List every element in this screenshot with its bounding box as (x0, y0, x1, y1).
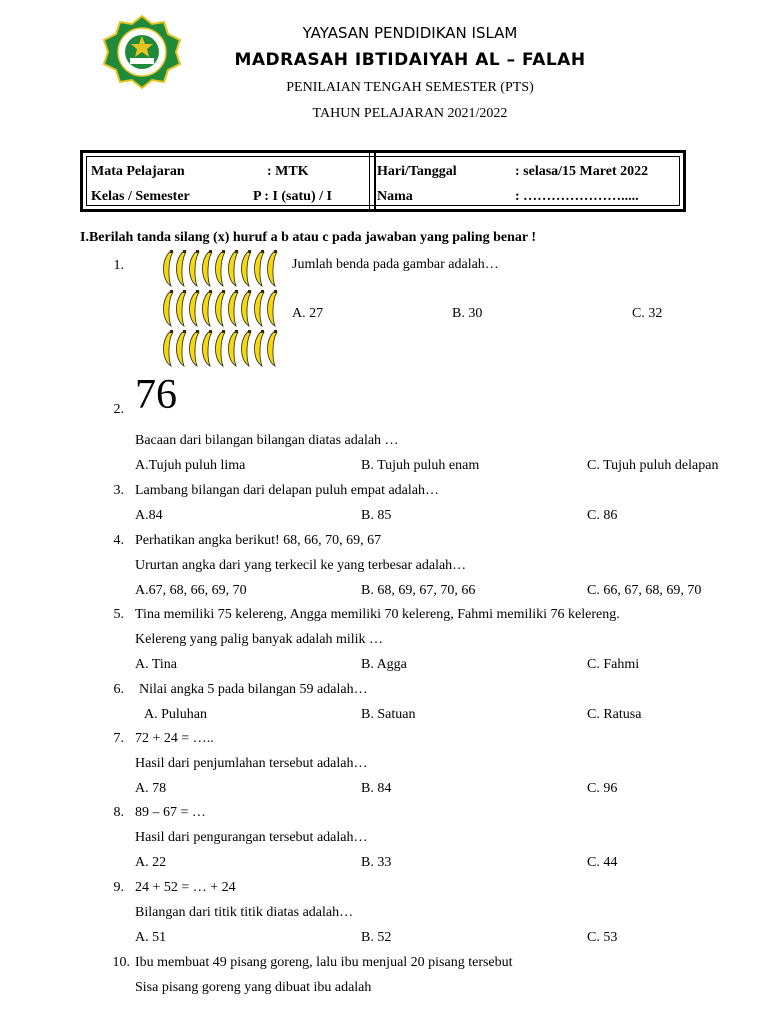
banana-icon (268, 250, 278, 286)
banana-icon (268, 330, 278, 366)
question-8-text-2: Hasil dari pengurangan tersebut adalah… (135, 830, 368, 845)
question-8-option-a: A. 22 (135, 855, 167, 870)
question-6-option-b: B. Satuan (361, 707, 416, 722)
name-label: Nama (377, 189, 413, 204)
question-9-text: 24 + 52 = … + 24 (135, 880, 236, 895)
banana-icon (268, 290, 278, 326)
question-3-option-a: A.84 (135, 508, 163, 523)
banana-icon (190, 290, 200, 326)
info-table (80, 150, 686, 212)
question-5-number: 5. (113, 607, 124, 622)
question-9-text-2: Bilangan dari titik titik diatas adalah… (135, 905, 354, 920)
banana-icon (177, 330, 187, 366)
banana-icon (164, 290, 174, 326)
question-9-option-a: A. 51 (135, 930, 167, 945)
school-name: MADRASAH IBTIDAIYAH AL – FALAH (234, 50, 586, 70)
question-8-option-c: C. 44 (587, 855, 618, 870)
date-value: : selasa/15 Maret 2022 (515, 164, 649, 179)
question-1-option-c: C. 32 (632, 306, 663, 321)
question-4-option-b: B. 68, 69, 67, 70, 66 (361, 583, 476, 598)
question-7-option-c: C. 96 (587, 781, 618, 796)
question-2-text: Bacaan dari bilangan bilangan diatas adalah … (135, 433, 399, 448)
date-label: Hari/Tanggal (377, 164, 457, 179)
question-5-option-b: B. Agga (361, 657, 407, 672)
question-1-option-b: B. 30 (452, 306, 483, 321)
banana-icon (203, 330, 213, 366)
question-6-text: Nilai angka 5 pada bilangan 59 adalah… (139, 682, 368, 697)
school-logo-emblem (100, 14, 184, 90)
banana-icon (177, 290, 187, 326)
foundation-name: YAYASAN PENDIDIKAN ISLAM (302, 24, 518, 42)
question-10-number: 10. (112, 955, 130, 970)
question-1-text: Jumlah benda pada gambar adalah… (292, 257, 499, 272)
name-value: : …………………..... (515, 189, 639, 204)
banana-icon (216, 250, 226, 286)
question-2-option-a: A.Tujuh puluh lima (135, 458, 246, 473)
question-8-number: 8. (113, 805, 124, 820)
banana-icon (255, 330, 265, 366)
question-5-text: Tina memiliki 75 kelereng, Angga memiliki 70 kelereng, Fahmi memiliki 76 kelereng. (135, 607, 620, 622)
academic-year: TAHUN PELAJARAN 2021/2022 (312, 106, 508, 121)
banana-icon (203, 250, 213, 286)
banana-image (160, 250, 282, 375)
question-10-text: Ibu membuat 49 pisang goreng, lalu ibu menjual 20 pisang tersebut (135, 955, 513, 970)
question-5-option-a: A. Tina (135, 657, 178, 672)
question-4-option-a: A.67, 68, 66, 69, 70 (135, 583, 247, 598)
question-7-text-2: Hasil dari penjumlahan tersebut adalah… (135, 756, 368, 771)
question-7-option-a: A. 78 (135, 781, 167, 796)
question-6-number: 6. (113, 682, 124, 697)
banana-icon (203, 290, 213, 326)
banana-icon (229, 330, 239, 366)
info-table-divider (369, 153, 376, 209)
question-9-option-b: B. 52 (361, 930, 392, 945)
question-9-number: 9. (113, 880, 124, 895)
banana-icon (164, 250, 174, 286)
banana-icon (216, 330, 226, 366)
question-8-text: 89 – 67 = … (135, 805, 206, 820)
banana-icon (242, 250, 252, 286)
banana-icon (255, 290, 265, 326)
exam-title: PENILAIAN TENGAH SEMESTER (PTS) (286, 80, 534, 95)
question-1-number: 1. (113, 258, 124, 273)
question-1-option-a: A. 27 (292, 306, 324, 321)
question-2-option-c: C. Tujuh puluh delapan (587, 458, 719, 473)
question-3-text: Lambang bilangan dari delapan puluh empat adalah… (135, 483, 440, 498)
question-2-number: 2. (113, 402, 124, 417)
banana-icon (242, 330, 252, 366)
question-2-option-b: B. Tujuh puluh enam (361, 458, 480, 473)
question-4-text-2: Ururtan angka dari yang terkecil ke yang terbesar adalah… (135, 558, 467, 573)
subject-label: Mata Pelajaran (91, 164, 185, 179)
question-3-number: 3. (113, 483, 124, 498)
banana-grid-svg (160, 250, 281, 370)
question-2-big-number: 76 (135, 372, 177, 418)
class-value: P : I (satu) / I (253, 189, 332, 204)
school-logo (100, 14, 184, 90)
question-10-text-2: Sisa pisang goreng yang dibuat ibu adalah (135, 980, 372, 995)
class-label: Kelas / Semester (91, 189, 190, 204)
banana-icon (190, 330, 200, 366)
banana-icon (164, 330, 174, 366)
question-7-option-b: B. 84 (361, 781, 392, 796)
banana-icon (216, 290, 226, 326)
instructions: I.Berilah tanda silang (x) huruf a b atau c pada jawaban yang paling benar ! (80, 230, 536, 245)
banana-icon (255, 250, 265, 286)
subject-value: : MTK (267, 164, 309, 179)
banana-icon (190, 250, 200, 286)
question-6-option-c: C. Ratusa (587, 707, 642, 722)
banana-icon (229, 290, 239, 326)
question-6-option-a: A. Puluhan (144, 707, 207, 722)
question-4-number: 4. (113, 533, 124, 548)
question-5-option-c: C. Fahmi (587, 657, 640, 672)
question-5-text-2: Kelereng yang palig banyak adalah milik … (135, 632, 384, 647)
banana-icon (242, 290, 252, 326)
question-9-option-c: C. 53 (587, 930, 618, 945)
question-7-number: 7. (113, 731, 124, 746)
question-4-text: Perhatikan angka berikut! 68, 66, 70, 69, 67 (135, 533, 382, 548)
question-4-option-c: C. 66, 67, 68, 69, 70 (587, 583, 702, 598)
question-8-option-b: B. 33 (361, 855, 392, 870)
banana-icon (177, 250, 187, 286)
banana-icon (229, 250, 239, 286)
question-3-option-c: C. 86 (587, 508, 618, 523)
question-3-option-b: B. 85 (361, 508, 392, 523)
question-7-text: 72 + 24 = ….. (135, 731, 214, 746)
